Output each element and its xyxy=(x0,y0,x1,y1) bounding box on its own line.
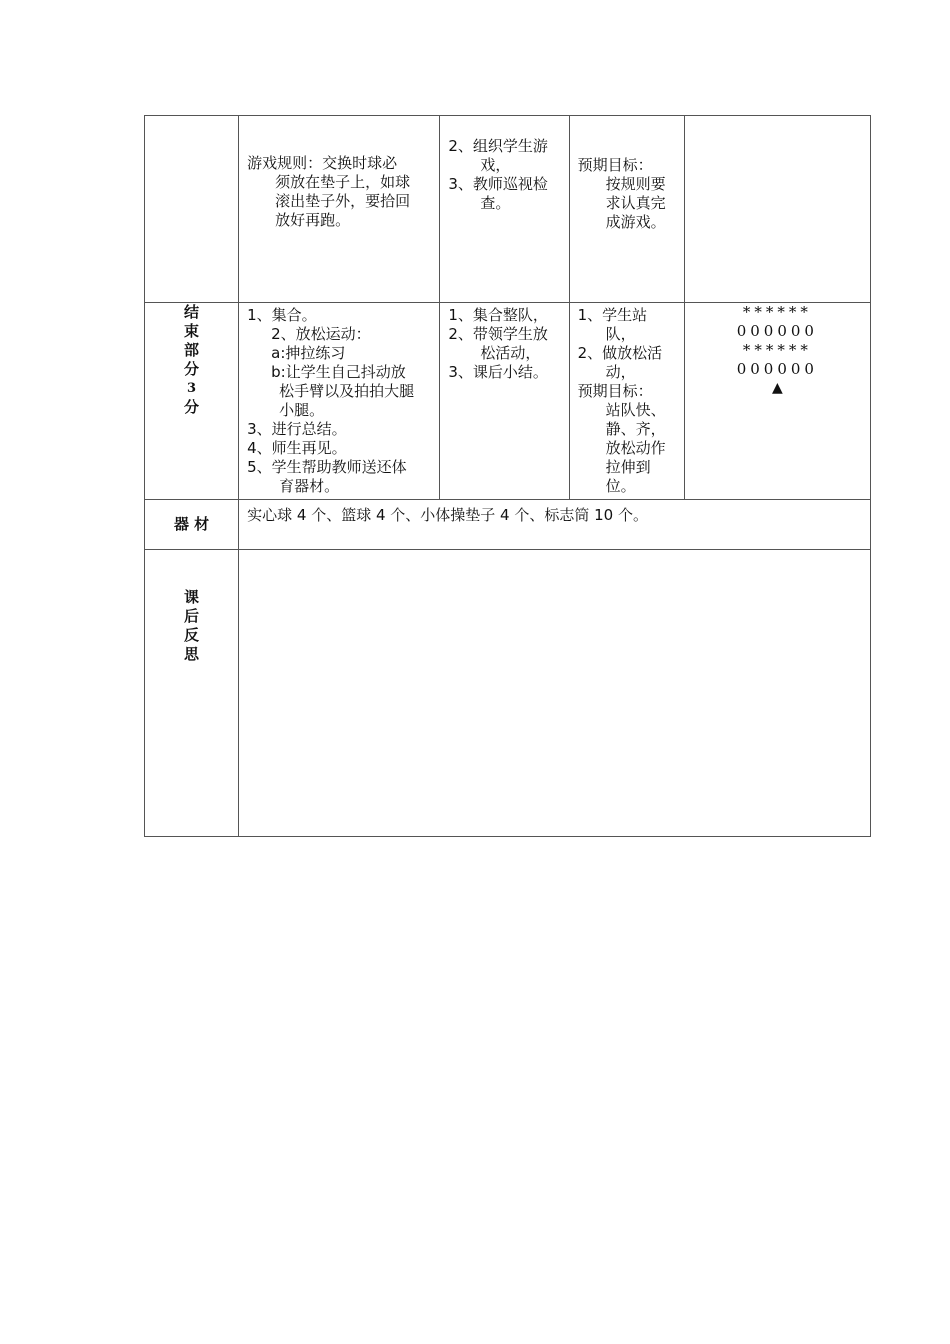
teacher-activity-line: 3、课后小结。 xyxy=(448,363,548,381)
teacher-position-icon: ▲ xyxy=(771,380,783,396)
ending-label-char: 3 xyxy=(187,381,197,396)
game-student-cell xyxy=(569,116,684,303)
equipment-row xyxy=(145,500,871,550)
ending-label-char: 束 xyxy=(184,322,200,340)
lesson-plan-table xyxy=(144,115,871,837)
equipment-content-cell xyxy=(239,500,871,550)
teacher-activity-line: 1、集合整队， xyxy=(448,306,548,324)
formation-circles-row: 000000 xyxy=(736,360,818,378)
teacher-activity-line: 2、组织学生游 xyxy=(448,137,548,155)
ending-student-cell xyxy=(569,303,684,500)
student-activity-line: 成游戏。 xyxy=(605,213,666,231)
game-content-cell xyxy=(239,116,440,303)
ending-label-char: 结 xyxy=(184,303,200,321)
student-activity-line: 静、齐， xyxy=(605,420,666,438)
student-activity-line: 位。 xyxy=(605,477,636,495)
game-teacher-cell xyxy=(440,116,569,303)
reflection-label-char: 后 xyxy=(184,607,200,625)
student-activity-line: 队， xyxy=(605,325,636,343)
reflection-row xyxy=(145,550,871,837)
ending-content-line: b:让学生自己抖动放 xyxy=(271,363,406,381)
ending-content-line: 育器材。 xyxy=(279,477,340,495)
ending-content-line: a:抻拉练习 xyxy=(271,344,346,362)
ending-label-char: 分 xyxy=(184,360,200,378)
student-activity-line: 动， xyxy=(605,363,636,381)
formation-stars-row: ****** xyxy=(742,341,812,359)
student-activity-line: 拉伸到 xyxy=(605,458,651,476)
ending-label-char: 部 xyxy=(184,341,200,359)
equipment-list: 实心球 4 个、篮球 4 个、小体操垫子 4 个、标志筒 10 个。 xyxy=(247,506,648,524)
formation-stars-row: ****** xyxy=(742,303,812,321)
student-activity-line: 预期目标： xyxy=(577,156,653,174)
ending-teacher-cell xyxy=(440,303,569,500)
ending-content-line: 小腿。 xyxy=(279,401,325,419)
student-activity-line: 站队快、 xyxy=(605,401,666,419)
teacher-activity-line: 3、教师巡视检 xyxy=(448,175,548,193)
ending-label-char: 分 xyxy=(184,398,200,416)
ending-content-line: 3、进行总结。 xyxy=(247,420,347,438)
equipment-label: 器 材 xyxy=(145,500,239,550)
formation-circles-row: 000000 xyxy=(736,322,818,340)
reflection-label-char: 课 xyxy=(184,588,200,606)
reflection-label-cell xyxy=(145,550,239,837)
student-activity-line: 1、学生站 xyxy=(577,306,648,324)
game-rule-line: 游戏规则：交换时球必 xyxy=(247,154,398,172)
game-row xyxy=(145,116,871,303)
student-activity-line: 求认真完 xyxy=(605,194,666,212)
ending-content-line: 5、学生帮助教师送还体 xyxy=(247,458,407,476)
teacher-activity-line: 松活动， xyxy=(480,344,541,362)
game-rule-line: 放好再跑。 xyxy=(275,211,351,229)
game-rule-line: 须放在垫子上，如球 xyxy=(275,173,411,191)
ending-content-line: 2、放松运动： xyxy=(271,325,371,343)
reflection-content-cell xyxy=(239,550,871,837)
ending-label-cell xyxy=(145,303,239,500)
game-rule-line: 滚出垫子外，要拾回 xyxy=(275,192,411,210)
reflection-label-char: 反 xyxy=(184,626,200,644)
teacher-activity-line: 戏， xyxy=(480,156,511,174)
teacher-activity-line: 2、带领学生放 xyxy=(448,325,548,343)
ending-row xyxy=(145,303,871,500)
ending-content-cell xyxy=(239,303,440,500)
ending-formation-cell xyxy=(684,303,870,500)
ending-content-line: 松手臂以及拍拍大腿 xyxy=(279,382,415,400)
ending-content-line: 1、集合。 xyxy=(247,306,317,324)
game-label-cell xyxy=(145,116,239,303)
teacher-activity-line: 查。 xyxy=(480,194,511,212)
student-activity-line: 预期目标： xyxy=(577,382,653,400)
ending-content-line: 4、师生再见。 xyxy=(247,439,347,457)
game-formation-cell xyxy=(684,116,870,303)
student-activity-line: 2、做放松活 xyxy=(577,344,663,362)
student-activity-line: 放松动作 xyxy=(605,439,666,457)
reflection-label-char: 思 xyxy=(184,645,200,663)
student-activity-line: 按规则要 xyxy=(605,175,666,193)
